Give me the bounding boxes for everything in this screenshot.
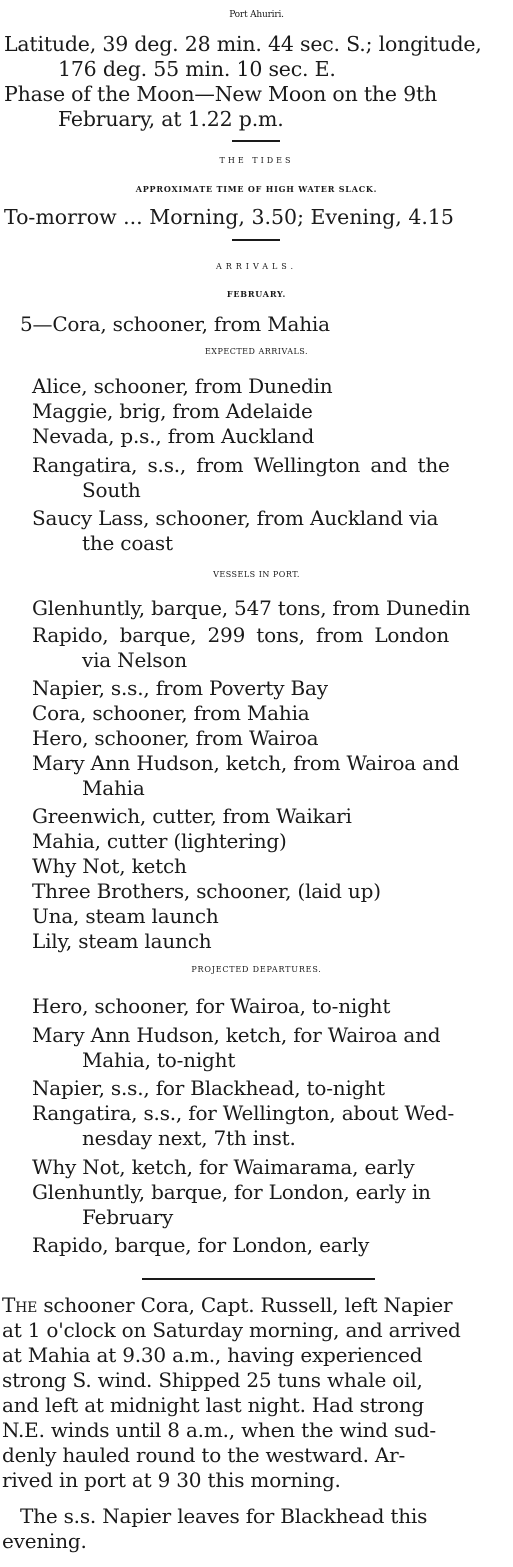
vessel-line: Mary Ann Hudson, ketch, from Wairoa and <box>32 751 460 775</box>
expected-arrival-line: Maggie, brig, from Adelaide <box>32 399 313 423</box>
news-paragraph-1-line: strong S. wind. Shipped 25 tuns whale oil, <box>2 1368 423 1392</box>
tides-heading: THE TIDES <box>219 156 294 165</box>
expected-arrival-line: Nevada, p.s., from Auckland <box>32 424 315 448</box>
departure-line: Rangatira, s.s., for Wellington, about Wed- <box>32 1101 455 1125</box>
vessel-line: Mahia, cutter (lightering) <box>32 829 287 853</box>
arrivals-heading: ARRIVALS. <box>215 262 298 271</box>
news-paragraph-1-line: at Mahia at 9.30 a.m., having experienced <box>2 1343 423 1367</box>
vessel-line: Glenhuntly, barque, 547 tons, from Dunedin <box>32 596 471 620</box>
vessel-line: Cora, schooner, from Mahia <box>32 701 310 725</box>
expected-arrival-line: South <box>82 478 141 502</box>
moon-phase-line-2: February, at 1.22 p.m. <box>58 107 284 131</box>
expected-arrival-line: Saucy Lass, schooner, from Auckland via <box>32 506 439 530</box>
news-paragraph-2-line: The s.s. Napier leaves for Blackhead this <box>20 1504 428 1528</box>
news-paragraph-1-line: and left at midnight last night. Had strong <box>2 1393 425 1417</box>
departure-line: Mahia, to-night <box>82 1048 236 1072</box>
departure-line: February <box>82 1205 174 1229</box>
expected-arrival-line: Rangatira, s.s., from Wellington and the <box>32 453 450 477</box>
tides-subheading: APPROXIMATE TIME OF HIGH WATER SLACK. <box>135 184 378 194</box>
departure-line: nesday next, 7th inst. <box>82 1126 296 1150</box>
divider-rule <box>232 140 280 142</box>
projected-departures-heading: PROJECTED DEPARTURES. <box>191 965 322 974</box>
news-paragraph-2-line: evening. <box>2 1529 87 1553</box>
vessel-line: Napier, s.s., from Poverty Bay <box>32 676 328 700</box>
departure-line: Hero, schooner, for Wairoa, to-night <box>32 994 391 1018</box>
vessel-line: Mahia <box>82 776 145 800</box>
expected-arrival-line: Alice, schooner, from Dunedin <box>32 374 333 398</box>
expected-arrivals-heading: EXPECTED ARRIVALS. <box>204 347 309 356</box>
vessel-line: Three Brothers, schooner, (laid up) <box>32 879 381 903</box>
departure-line: Rapido, barque, for London, early <box>32 1233 370 1257</box>
vessels-in-port-heading: VESSELS IN PORT. <box>213 570 300 579</box>
departure-line: Napier, s.s., for Blackhead, to-night <box>32 1076 385 1100</box>
news-paragraph-1-line: at 1 o'clock on Saturday morning, and arrived <box>2 1318 461 1342</box>
news-lead-word: The <box>2 1293 38 1317</box>
vessel-line: Hero, schooner, from Wairoa <box>32 726 319 750</box>
vessel-line: Rapido, barque, 299 tons, from London <box>32 623 450 647</box>
page-title: Port Ahuriri. <box>229 10 284 20</box>
news-paragraph-1-line: N.E. winds until 8 a.m., when the wind sud- <box>2 1418 436 1442</box>
vessel-line: via Nelson <box>82 648 187 672</box>
arrival-item: 5—Cora, schooner, from Mahia <box>20 312 330 336</box>
arrivals-month: FEBRUARY. <box>226 289 287 299</box>
expected-arrival-line: the coast <box>82 531 173 555</box>
vessel-line: Greenwich, cutter, from Waikari <box>32 804 352 828</box>
departure-line: Mary Ann Hudson, ketch, for Wairoa and <box>32 1023 441 1047</box>
vessel-line: Lily, steam launch <box>32 929 212 953</box>
departure-line: Why Not, ketch, for Waimarama, early <box>32 1155 415 1179</box>
vessel-line: Why Not, ketch <box>32 854 187 878</box>
news-paragraph-1-line: rived in port at 9 30 this morning. <box>2 1468 341 1492</box>
section-divider <box>142 1278 375 1280</box>
vessel-line: Una, steam launch <box>32 904 219 928</box>
latitude-line-2: 176 deg. 55 min. 10 sec. E. <box>58 57 336 81</box>
moon-phase-line-1: Phase of the Moon—New Moon on the 9th <box>4 82 438 106</box>
latitude-line-1: Latitude, 39 deg. 28 min. 44 sec. S.; longitude, <box>4 32 482 56</box>
tides-times: To-morrow ... Morning, 3.50; Evening, 4.15 <box>4 205 454 229</box>
divider-rule <box>232 239 280 241</box>
news-paragraph-1-line: The schooner Cora, Capt. Russell, left Napier <box>2 1293 453 1317</box>
departure-line: Glenhuntly, barque, for London, early in <box>32 1180 431 1204</box>
news-paragraph-1-line: denly hauled round to the westward. Ar- <box>2 1443 406 1467</box>
